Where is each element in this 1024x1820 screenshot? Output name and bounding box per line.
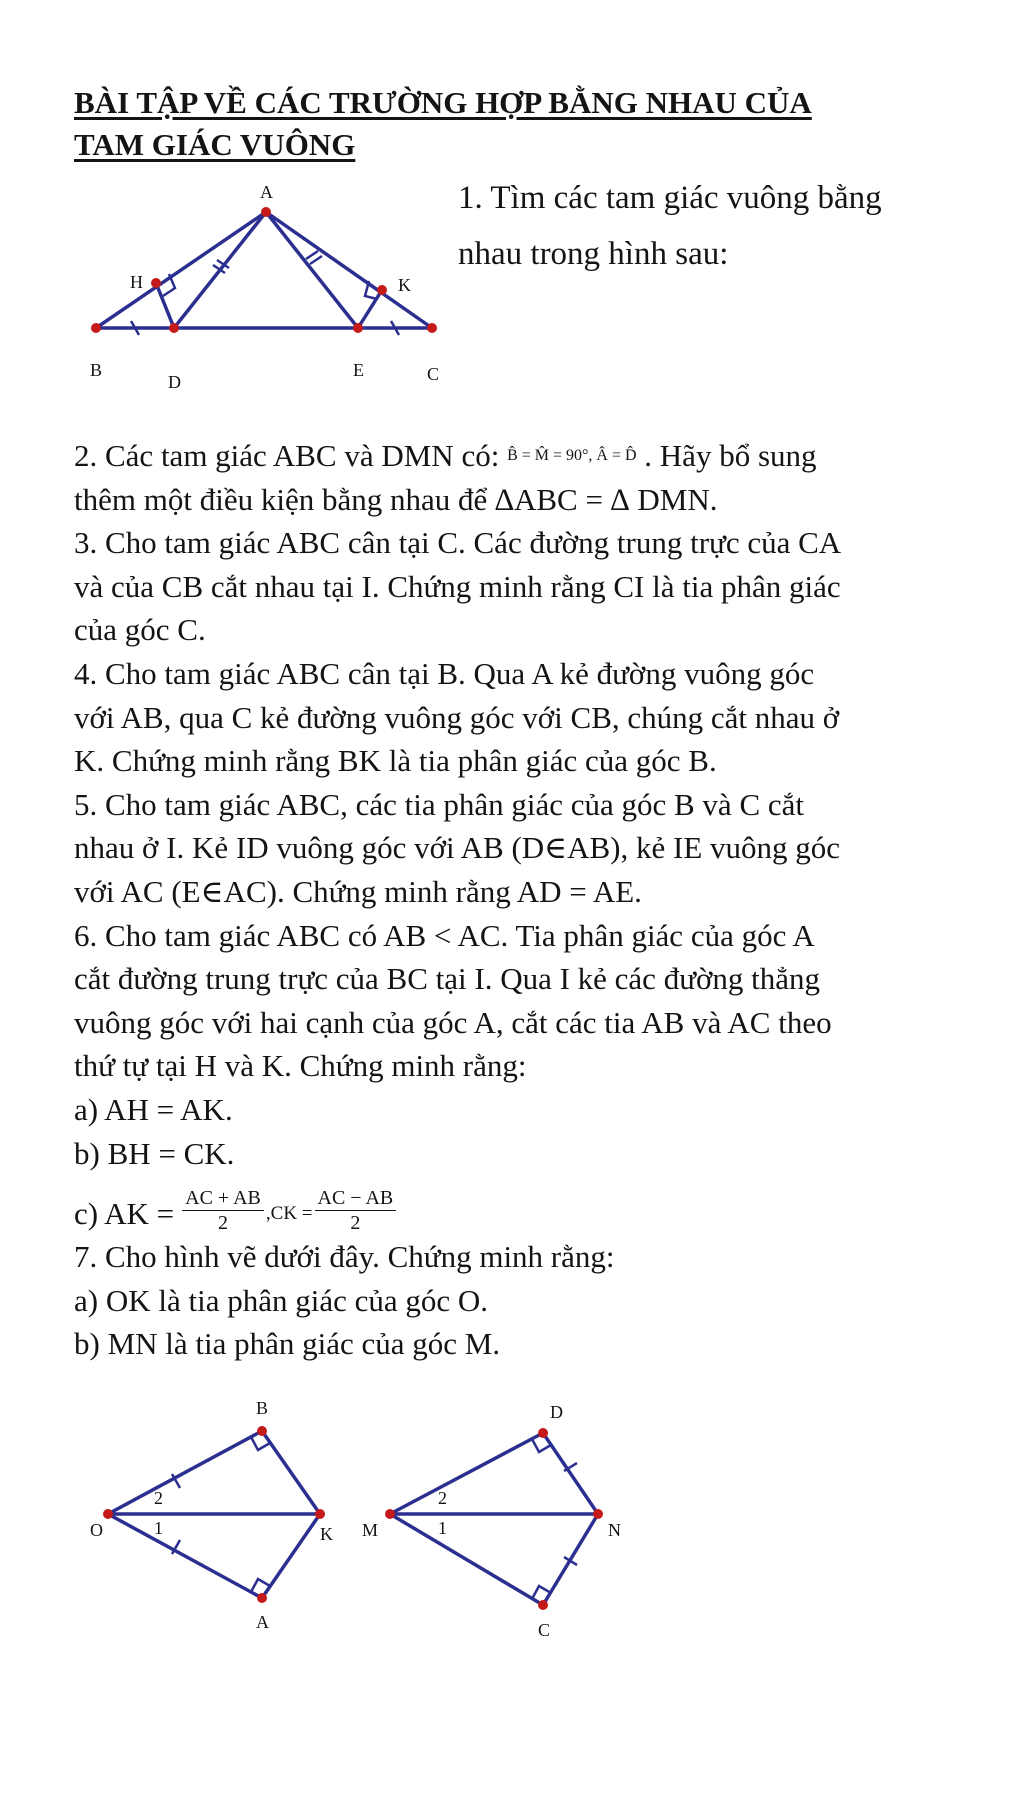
point-N — [593, 1509, 603, 1519]
ex6-line-4: thứ tự tại H và K. Chứng minh rằng: — [74, 1048, 527, 1084]
point-B — [91, 323, 101, 333]
ex6-part-a: a) AH = AK. — [74, 1091, 233, 1127]
ex6-part-b: b) BH = CK. — [74, 1135, 235, 1171]
tick-AE-2 — [310, 256, 322, 264]
label-C2: C — [538, 1620, 551, 1640]
ex7-part-b: b) MN là tia phân giác của góc M. — [74, 1326, 501, 1362]
label-O: O — [90, 1520, 103, 1540]
ex4-line-3: K. Chứng minh rằng BK là tia phân giác của góc B. — [74, 743, 717, 779]
point-K2 — [315, 1509, 325, 1519]
segment-AK — [262, 1514, 320, 1598]
ex2-formula: B̂ = M̂ = 90°, Â = D̂ — [507, 447, 637, 464]
ex6-line-2: cắt đường trung trực của BC tại I. Qua I kẻ các đường thẳng — [74, 961, 821, 997]
label-E: E — [353, 360, 364, 380]
point-K — [377, 285, 387, 295]
point-M — [385, 1509, 395, 1519]
label-angle-2: 2 — [154, 1488, 163, 1508]
point-C2 — [538, 1600, 548, 1610]
segment-MC — [390, 1514, 543, 1605]
ex6-line-3: vuông góc với hai cạnh của góc A, cắt các tia AB và AC theo — [74, 1004, 832, 1040]
ex6-line-1: 6. Cho tam giác ABC có AB < AC. Tia phân giác của góc A — [74, 917, 815, 953]
segment-CN — [543, 1514, 598, 1605]
ex7-part-a: a) OK là tia phân giác của góc O. — [74, 1282, 489, 1318]
label-M: M — [362, 1520, 379, 1540]
page-title — [74, 82, 974, 166]
figure-7-kites — [80, 1378, 640, 1658]
fraction-ak: $\frac{AC + AB}{2}$ — [182, 1186, 264, 1235]
segment-AE — [266, 212, 358, 328]
ex5-line-1: 5. Cho tam giác ABC, các tia phân giác của góc B và C cắt — [74, 786, 804, 822]
ex5-line-2: nhau ở I. Kẻ ID vuông góc với AB (D∈AB), kẻ IE vuông góc — [74, 830, 841, 866]
label-A2: A — [256, 1612, 269, 1632]
fraction-ck: $\frac{AC - AB}{2}$ — [315, 1186, 397, 1235]
point-A — [261, 207, 271, 217]
ex4-line-2: với AB, qua C kẻ đường vuông góc với CB, chúng cắt nhau ở — [74, 699, 840, 735]
label-angle-1b: 1 — [438, 1518, 447, 1538]
label-K2: K — [320, 1524, 333, 1544]
segment-OA — [108, 1514, 262, 1598]
ex4-line-1: 4. Cho tam giác ABC cân tại B. Qua A kẻ đường vuông góc — [74, 655, 815, 691]
exercise-list — [74, 434, 984, 1366]
label-H: H — [130, 272, 143, 292]
ex2-line-1: 2. Các tam giác ABC và DMN có: B̂ = M̂ = 90°, Â = D̂ . Hãy bổ sung — [74, 438, 817, 473]
tick-AE-1 — [306, 251, 318, 259]
exercise-1 — [458, 170, 978, 282]
segment-OB — [108, 1431, 262, 1514]
label-angle-2b: 2 — [438, 1488, 447, 1508]
title-line-2: TAM GIÁC VUÔNG — [74, 127, 356, 162]
point-O — [103, 1509, 113, 1519]
ex3-line-2: và của CB cắt nhau tại I. Chứng minh rằng CI là tia phân giác — [74, 568, 841, 604]
segment-AC — [266, 212, 432, 328]
segment-DN — [543, 1433, 598, 1514]
point-A2 — [257, 1593, 267, 1603]
ex7-line-1: 7. Cho hình vẽ dưới đây. Chứng minh rằng: — [74, 1239, 615, 1275]
label-A: A — [260, 182, 273, 202]
point-E — [353, 323, 363, 333]
label-B2: B — [256, 1398, 269, 1418]
segment-BK — [262, 1431, 320, 1514]
segment-MD — [390, 1433, 543, 1514]
label-D: D — [168, 372, 181, 392]
label-D2: D — [550, 1402, 563, 1422]
label-N: N — [608, 1520, 621, 1540]
ex2-line-2: thêm một điều kiện bằng nhau để ∆ABC = ∆ DMN. — [74, 481, 718, 517]
ex1-line-2: nhau trong hình sau: — [458, 236, 729, 272]
point-B2 — [257, 1426, 267, 1436]
point-D — [169, 323, 179, 333]
label-angle-1: 1 — [154, 1518, 163, 1538]
label-B: B — [90, 360, 103, 380]
label-K: K — [398, 275, 411, 295]
point-D2 — [538, 1428, 548, 1438]
figure-1-triangles — [80, 180, 460, 410]
segment-EK — [358, 290, 382, 328]
ex1-line-1: 1. Tìm các tam giác vuông bằng — [458, 180, 882, 216]
ex3-line-3: của góc C. — [74, 612, 206, 648]
label-C: C — [427, 364, 440, 384]
ex5-line-3: với AC (E∈AC). Chứng minh rằng AD = AE. — [74, 873, 642, 909]
segment-AB — [96, 212, 266, 328]
point-C — [427, 323, 437, 333]
point-H — [151, 278, 161, 288]
ex6-part-c: c) AK = $\frac{AC + AB}{2}$ ,CK = $\frac{AC - AB}{2}$ — [74, 1175, 984, 1235]
ex3-line-1: 3. Cho tam giác ABC cân tại C. Các đường trung trực của CA — [74, 525, 842, 561]
title-line-1: BÀI TẬP VỀ CÁC TRƯỜNG HỢP BẰNG NHAU CỦA — [74, 85, 812, 120]
